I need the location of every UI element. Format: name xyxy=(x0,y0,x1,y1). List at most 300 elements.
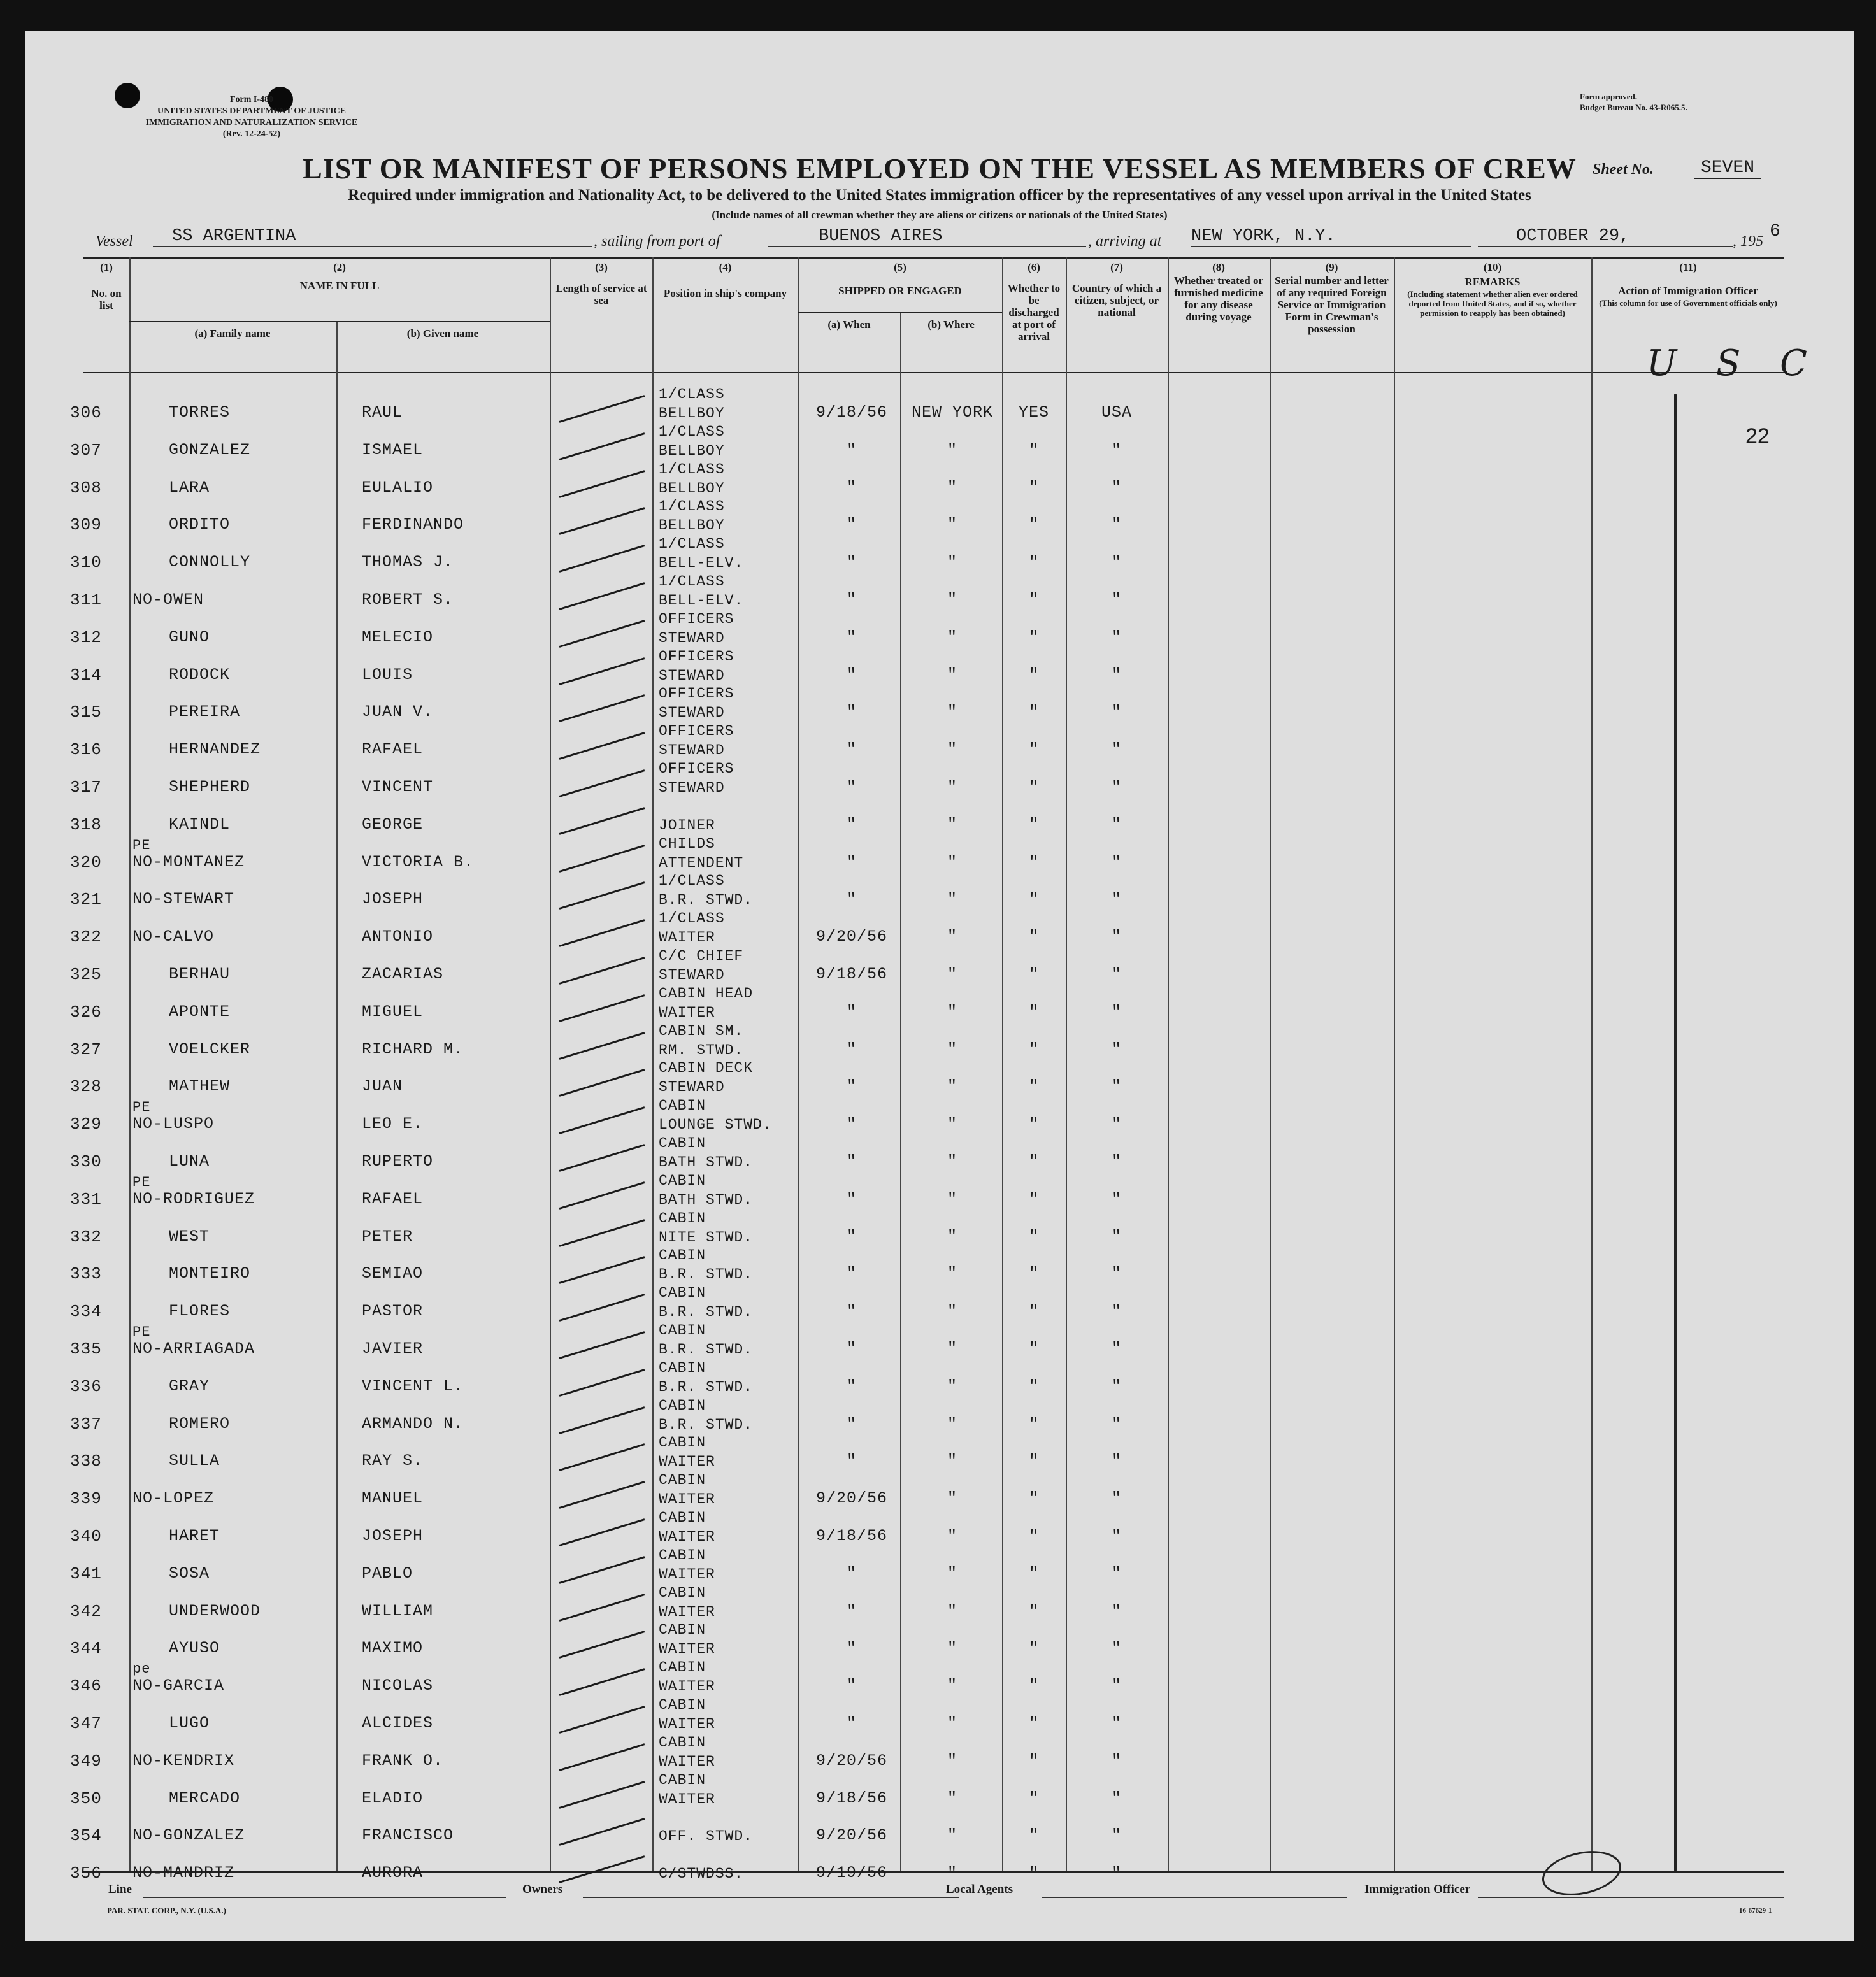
shipped-when: " xyxy=(846,1077,857,1096)
row-prefix: PE xyxy=(132,1324,151,1340)
country: " xyxy=(1111,666,1122,684)
col-service-header: (3) Length of service at sea xyxy=(555,261,647,306)
family-name: NO-STEWART xyxy=(132,890,235,908)
discharged: " xyxy=(1028,1152,1039,1171)
discharged: " xyxy=(1028,853,1039,871)
shipped-where: " xyxy=(947,1152,957,1171)
shipped-where: " xyxy=(947,1115,957,1133)
position-line-1: CABIN xyxy=(659,1247,706,1264)
row-number: 338 xyxy=(70,1452,102,1471)
shipped-when: 9/18/56 xyxy=(815,965,888,983)
country: " xyxy=(1111,1639,1122,1657)
given-name: MAXIMO xyxy=(362,1639,424,1657)
country: " xyxy=(1111,1115,1122,1133)
shipped-where: " xyxy=(947,1227,957,1246)
country: " xyxy=(1111,965,1122,983)
position-line-1: OFFICERS xyxy=(659,648,734,665)
service-slash-mark xyxy=(559,545,645,573)
family-name: TORRES xyxy=(169,403,231,422)
family-name: CONNOLLY xyxy=(169,553,251,571)
row-number: 331 xyxy=(70,1190,102,1209)
position-line-2: C/STWDSS. xyxy=(659,1866,744,1882)
position-line-1: CABIN xyxy=(659,1360,706,1376)
given-name: PETER xyxy=(362,1227,413,1246)
shipped-when: " xyxy=(846,478,857,497)
date-value: OCTOBER 29, xyxy=(1478,227,1733,247)
service-slash-mark xyxy=(559,807,645,835)
shipped-when: " xyxy=(846,515,857,534)
row-prefix: PE xyxy=(132,1174,151,1190)
family-name: NO-CALVO xyxy=(132,927,215,946)
row-number: 318 xyxy=(70,815,102,834)
shipped-where: " xyxy=(947,1676,957,1695)
position-line-2: WAITER xyxy=(659,1604,715,1620)
country: " xyxy=(1111,441,1122,459)
family-name: NO-MANDRIZ xyxy=(132,1864,235,1882)
given-name: FERDINANDO xyxy=(362,515,464,534)
country: " xyxy=(1111,703,1122,721)
position-line-2: WAITER xyxy=(659,1641,715,1657)
family-name: NO-KENDRIX xyxy=(132,1752,235,1770)
row-number: 330 xyxy=(70,1152,102,1171)
discharged: " xyxy=(1028,1264,1039,1283)
given-name: ARMANDO N. xyxy=(362,1415,464,1433)
shipped-where: " xyxy=(947,478,957,497)
service-slash-mark xyxy=(559,1106,645,1134)
printer-credit: PAR. STAT. CORP., N.Y. (U.S.A.) xyxy=(107,1906,226,1915)
given-name: WILLIAM xyxy=(362,1602,434,1620)
shipped-where: " xyxy=(947,1864,957,1882)
position-line-2: B.R. STWD. xyxy=(659,1417,754,1433)
discharged: " xyxy=(1028,1377,1039,1395)
shipped-where: " xyxy=(947,853,957,871)
position-line-1: CABIN xyxy=(659,1734,706,1751)
row-prefix: PE xyxy=(132,838,151,853)
position-line-2: B.R. STWD. xyxy=(659,1379,754,1395)
discharged: " xyxy=(1028,927,1039,946)
row-prefix: pe xyxy=(132,1661,151,1677)
given-name: RUPERTO xyxy=(362,1152,434,1171)
shipped-where: " xyxy=(947,1077,957,1096)
service-slash-mark xyxy=(559,1518,645,1546)
row-prefix: PE xyxy=(132,1099,151,1115)
row-number: 344 xyxy=(70,1639,102,1658)
footer-agents-label: Local Agents xyxy=(946,1883,1013,1896)
shipped-where: " xyxy=(947,515,957,534)
shipped-when: " xyxy=(846,1190,857,1208)
shipped-when: " xyxy=(846,1115,857,1133)
discharged: " xyxy=(1028,1676,1039,1695)
vessel-value: SS ARGENTINA xyxy=(153,227,592,247)
country: " xyxy=(1111,1377,1122,1395)
shipped-where: " xyxy=(947,1415,957,1433)
row-number: 310 xyxy=(70,553,102,572)
service-slash-mark xyxy=(559,1706,645,1734)
service-slash-mark xyxy=(559,1144,645,1172)
position-line-2: WAITER xyxy=(659,1004,715,1021)
discharged: " xyxy=(1028,1040,1039,1059)
shipped-when: " xyxy=(846,815,857,834)
country: " xyxy=(1111,628,1122,646)
family-name: MATHEW xyxy=(169,1077,231,1096)
service-slash-mark xyxy=(559,1594,645,1622)
row-number: 311 xyxy=(70,590,102,610)
shipped-where: " xyxy=(947,666,957,684)
country: " xyxy=(1111,1452,1122,1470)
country: " xyxy=(1111,1003,1122,1021)
position-line-2: OFF. STWD. xyxy=(659,1828,754,1845)
discharged: " xyxy=(1028,1489,1039,1508)
country: " xyxy=(1111,1077,1122,1096)
family-name: NO-LOPEZ xyxy=(132,1489,215,1508)
shipped-when: " xyxy=(846,1415,857,1433)
shipped-where: " xyxy=(947,815,957,834)
family-name: MERCADO xyxy=(169,1789,241,1808)
service-slash-mark xyxy=(559,732,645,760)
position-line-2: WAITER xyxy=(659,1491,715,1508)
position-line-1: 1/CLASS xyxy=(659,498,725,515)
family-name: ORDITO xyxy=(169,515,231,534)
count-annotation: 22 xyxy=(1745,424,1770,448)
row-number: 306 xyxy=(70,403,102,422)
shipped-when: " xyxy=(846,1714,857,1732)
shipped-when: " xyxy=(846,890,857,908)
family-name: ROMERO xyxy=(169,1415,231,1433)
position-line-2: WAITER xyxy=(659,929,715,946)
country: " xyxy=(1111,927,1122,946)
row-number: 349 xyxy=(70,1752,102,1771)
position-line-2: STEWARD xyxy=(659,667,725,684)
family-name: GRAY xyxy=(169,1377,210,1395)
family-name: NO-MONTANEZ xyxy=(132,853,245,871)
discharged: " xyxy=(1028,1564,1039,1583)
discharged: " xyxy=(1028,1227,1039,1246)
service-slash-mark xyxy=(559,1406,645,1434)
port-value: BUENOS AIRES xyxy=(768,227,1086,247)
year-digit: 6 xyxy=(1770,222,1780,241)
discharged: " xyxy=(1028,778,1039,796)
given-name: ALCIDES xyxy=(362,1714,434,1732)
shipped-when: " xyxy=(846,590,857,609)
position-line-1: CABIN xyxy=(659,1547,706,1564)
row-number: 321 xyxy=(70,890,102,909)
position-line-2: STEWARD xyxy=(659,780,725,796)
position-line-1: 1/CLASS xyxy=(659,461,725,478)
shipped-when: " xyxy=(846,1040,857,1059)
shipped-where: " xyxy=(947,1789,957,1808)
given-name: GEORGE xyxy=(362,815,424,834)
shipped-where: " xyxy=(947,1752,957,1770)
given-name: MIGUEL xyxy=(362,1003,424,1021)
shipped-when: 9/19/56 xyxy=(815,1864,888,1882)
row-number: 333 xyxy=(70,1264,102,1283)
position-line-2: BELLBOY xyxy=(659,405,725,422)
country: " xyxy=(1111,890,1122,908)
service-slash-mark xyxy=(559,1855,645,1883)
service-slash-mark xyxy=(559,507,645,535)
country: " xyxy=(1111,515,1122,534)
given-name: JOSEPH xyxy=(362,1527,424,1545)
shipped-where: " xyxy=(947,1714,957,1732)
position-line-2: B.R. STWD. xyxy=(659,892,754,908)
service-slash-mark xyxy=(559,769,645,797)
position-line-2: WAITER xyxy=(659,1678,715,1695)
shipped-when: " xyxy=(846,666,857,684)
form-code: 16-67629-1 xyxy=(1739,1907,1772,1915)
col-remarks-header: (10) REMARKS (Including statement whether alien ever ordered deported from United States, and if so, whether permission to reapply has been obtained) xyxy=(1407,261,1578,318)
service-slash-mark xyxy=(559,1556,645,1584)
position-line-2: WAITER xyxy=(659,1453,715,1470)
position-line-1: CABIN xyxy=(659,1135,706,1152)
given-name: PABLO xyxy=(362,1564,413,1583)
service-slash-mark xyxy=(559,395,645,423)
col-no-header: (1) No. on list xyxy=(91,261,122,311)
service-slash-mark xyxy=(559,1219,645,1247)
position-line-2: BELLBOY xyxy=(659,480,725,497)
shipped-where: " xyxy=(947,441,957,459)
position-line-2: RM. STWD. xyxy=(659,1042,744,1059)
position-line-1: OFFICERS xyxy=(659,685,734,702)
discharged: " xyxy=(1028,1639,1039,1657)
given-name: VINCENT L. xyxy=(362,1377,464,1395)
arriving-value: NEW YORK, N.Y. xyxy=(1191,227,1471,247)
shipped-where: " xyxy=(947,778,957,796)
discharged: " xyxy=(1028,815,1039,834)
sheet-number: SEVEN xyxy=(1694,158,1761,179)
family-name: NO-RODRIGUEZ xyxy=(132,1190,255,1208)
row-number: 327 xyxy=(70,1040,102,1059)
position-line-2: B.R. STWD. xyxy=(659,1341,754,1358)
shipped-when: " xyxy=(846,628,857,646)
shipped-when: " xyxy=(846,1639,857,1657)
family-name: GONZALEZ xyxy=(169,441,251,459)
footer-line-label: Line xyxy=(108,1883,132,1896)
include-note: (Include names of all crewman whether they are aliens or citizens or nationals of the United States) xyxy=(712,209,1168,221)
country: " xyxy=(1111,778,1122,796)
given-name: THOMAS J. xyxy=(362,553,454,571)
shipped-when: " xyxy=(846,1377,857,1395)
family-name: NO-GONZALEZ xyxy=(132,1826,245,1845)
given-name: ANTONIO xyxy=(362,927,434,946)
shipped-when: 9/20/56 xyxy=(815,1489,888,1508)
country: " xyxy=(1111,1040,1122,1059)
row-number: 335 xyxy=(70,1339,102,1359)
row-number: 325 xyxy=(70,965,102,984)
service-slash-mark xyxy=(559,1256,645,1284)
position-line-2: ATTENDENT xyxy=(659,855,744,871)
shipped-when: 9/18/56 xyxy=(815,403,888,422)
shipped-when: " xyxy=(846,778,857,796)
country: " xyxy=(1111,1152,1122,1171)
family-name: LARA xyxy=(169,478,210,497)
discharged: " xyxy=(1028,1864,1039,1882)
position-line-2: STEWARD xyxy=(659,704,725,721)
country: " xyxy=(1111,1264,1122,1283)
family-name: BERHAU xyxy=(169,965,231,983)
given-name: AURORA xyxy=(362,1864,424,1882)
sheet-label: Sheet No. xyxy=(1593,161,1654,178)
given-name: JUAN V. xyxy=(362,703,434,721)
given-name: FRANK O. xyxy=(362,1752,444,1770)
position-line-1: OFFICERS xyxy=(659,760,734,777)
position-line-2: BATH STWD. xyxy=(659,1192,754,1208)
shipped-where: " xyxy=(947,1826,957,1845)
family-name: NO-OWEN xyxy=(132,590,204,609)
col-given-header: (b) Given name xyxy=(406,327,479,339)
shipped-where: " xyxy=(947,1527,957,1545)
family-name: GUNO xyxy=(169,628,210,646)
country: " xyxy=(1111,1602,1122,1620)
shipped-when: " xyxy=(846,553,857,571)
position-line-1: CABIN DECK xyxy=(659,1060,754,1076)
country: " xyxy=(1111,1227,1122,1246)
row-number: 354 xyxy=(70,1826,102,1845)
service-slash-mark xyxy=(559,1781,645,1809)
family-name: UNDERWOOD xyxy=(169,1602,261,1620)
discharged: " xyxy=(1028,965,1039,983)
row-number: 314 xyxy=(70,666,102,685)
col-name-header: (2) NAME IN FULL xyxy=(299,261,380,292)
service-slash-mark xyxy=(559,1069,645,1097)
row-number: 308 xyxy=(70,478,102,497)
row-number: 341 xyxy=(70,1564,102,1583)
position-line-1: 1/CLASS xyxy=(659,424,725,440)
position-line-1: CABIN xyxy=(659,1510,706,1526)
col-shipped-header: (5) SHIPPED OR ENGAGED xyxy=(838,261,962,297)
shipped-where: " xyxy=(947,1003,957,1021)
country: " xyxy=(1111,1302,1122,1320)
position-line-1: CABIN SM. xyxy=(659,1023,744,1039)
position-line-1: CABIN xyxy=(659,1173,706,1189)
country: USA xyxy=(1101,403,1132,422)
given-name: RAFAEL xyxy=(362,740,424,759)
shipped-when: 9/18/56 xyxy=(815,1527,888,1545)
row-number: 342 xyxy=(70,1602,102,1621)
position-line-2: BELL-ELV. xyxy=(659,592,744,609)
usc-annotation: U S C xyxy=(1647,343,1822,384)
discharged: " xyxy=(1028,1602,1039,1620)
shipped-where: " xyxy=(947,890,957,908)
given-name: SEMIAO xyxy=(362,1264,424,1283)
family-name: LUNA xyxy=(169,1152,210,1171)
shipped-when: " xyxy=(846,1564,857,1583)
page-subtitle: Required under immigration and Nationality Act, to be delivered to the United States immigration officer by the representatives of any vessel upon arrival in the United States xyxy=(348,187,1531,204)
shipped-when: " xyxy=(846,1227,857,1246)
family-name: SOSA xyxy=(169,1564,210,1583)
position-line-2: B.R. STWD. xyxy=(659,1304,754,1320)
service-slash-mark xyxy=(559,994,645,1022)
position-line-1: CABIN xyxy=(659,1285,706,1301)
country: " xyxy=(1111,1752,1122,1770)
shipped-when: " xyxy=(846,1339,857,1358)
service-slash-mark xyxy=(559,1181,645,1210)
country: " xyxy=(1111,1489,1122,1508)
position-line-1: 1/CLASS xyxy=(659,910,725,927)
row-number: 322 xyxy=(70,927,102,946)
discharged: " xyxy=(1028,590,1039,609)
given-name: RAY S. xyxy=(362,1452,424,1470)
col-family-header: (a) Family name xyxy=(194,327,271,339)
position-line-2: LOUNGE STWD. xyxy=(659,1117,772,1133)
service-slash-mark xyxy=(559,1631,645,1659)
given-name: ELADIO xyxy=(362,1789,424,1808)
discharged: " xyxy=(1028,1752,1039,1770)
discharged: " xyxy=(1028,703,1039,721)
family-name: NO-ARRIAGADA xyxy=(132,1339,255,1358)
family-name: HARET xyxy=(169,1527,220,1545)
position-line-1: CABIN xyxy=(659,1659,706,1676)
service-slash-mark xyxy=(559,1481,645,1509)
service-slash-mark xyxy=(559,1443,645,1471)
family-name: PEREIRA xyxy=(169,703,241,721)
given-name: RICHARD M. xyxy=(362,1040,464,1059)
family-name: HERNANDEZ xyxy=(169,740,261,759)
service-slash-mark xyxy=(559,432,645,460)
col-position-header: (4) Position in ship's company xyxy=(663,261,787,299)
position-line-1: CABIN xyxy=(659,1397,706,1414)
service-slash-mark xyxy=(559,582,645,610)
service-slash-mark xyxy=(559,881,645,910)
service-slash-mark xyxy=(559,1331,645,1359)
service-slash-mark xyxy=(559,1743,645,1771)
shipped-when: " xyxy=(846,703,857,721)
footer-officer-label: Immigration Officer xyxy=(1364,1883,1471,1896)
row-number: 332 xyxy=(70,1227,102,1246)
shipped-where: " xyxy=(947,1040,957,1059)
row-number: 320 xyxy=(70,853,102,872)
row-number: 346 xyxy=(70,1676,102,1695)
discharged: " xyxy=(1028,1826,1039,1845)
shipped-when: " xyxy=(846,1302,857,1320)
discharged: " xyxy=(1028,553,1039,571)
given-name: MANUEL xyxy=(362,1489,424,1508)
row-number: 337 xyxy=(70,1415,102,1434)
shipped-where: " xyxy=(947,965,957,983)
discharged: " xyxy=(1028,1452,1039,1470)
country: " xyxy=(1111,740,1122,759)
discharged: " xyxy=(1028,1190,1039,1208)
service-slash-mark xyxy=(559,470,645,498)
country: " xyxy=(1111,1676,1122,1695)
shipped-where: " xyxy=(947,590,957,609)
service-slash-mark xyxy=(559,1369,645,1397)
given-name: MELECIO xyxy=(362,628,434,646)
given-name: EULALIO xyxy=(362,478,434,497)
shipped-when: " xyxy=(846,1003,857,1021)
country: " xyxy=(1111,1415,1122,1433)
shipped-when: 9/20/56 xyxy=(815,927,888,946)
row-number: 350 xyxy=(70,1789,102,1808)
shipped-when: " xyxy=(846,441,857,459)
row-number: 334 xyxy=(70,1302,102,1321)
sailing-label: , sailing from port of xyxy=(594,233,720,250)
row-number: 315 xyxy=(70,703,102,722)
row-number: 312 xyxy=(70,628,102,647)
col-discharged-header: (6) Whether to be discharged at port of arrival xyxy=(1007,261,1061,343)
shipped-where: " xyxy=(947,1602,957,1620)
given-name: ROBERT S. xyxy=(362,590,454,609)
shipped-when: 9/20/56 xyxy=(815,1826,888,1845)
position-line-1: 1/CLASS xyxy=(659,573,725,590)
shipped-where: NEW YORK xyxy=(911,403,994,422)
row-number: 317 xyxy=(70,778,102,797)
row-number: 329 xyxy=(70,1115,102,1134)
given-name: VICTORIA B. xyxy=(362,853,475,871)
given-name: RAFAEL xyxy=(362,1190,424,1208)
service-slash-mark xyxy=(559,1818,645,1846)
bracket-line xyxy=(1674,394,1677,1871)
position-line-2: WAITER xyxy=(659,1529,715,1545)
